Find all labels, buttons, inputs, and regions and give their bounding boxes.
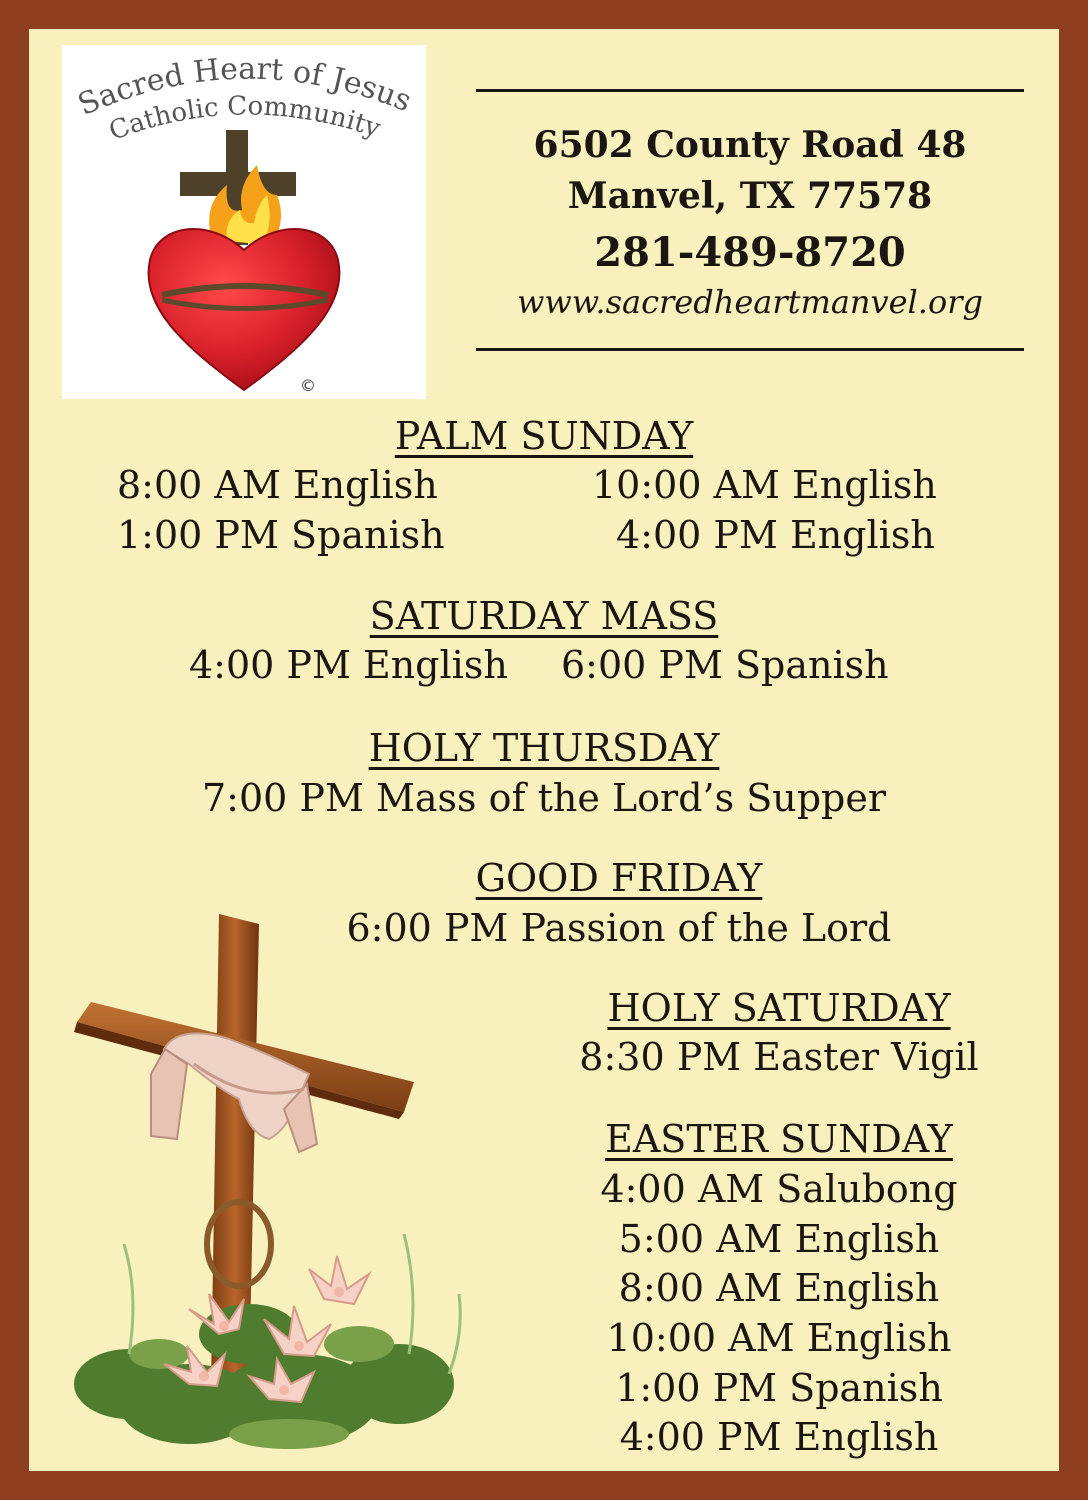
address-line1: 6502 County Road 48 — [533, 124, 967, 166]
divider-top — [476, 89, 1024, 92]
easter-sunday-time: 1:00 PM Spanish — [615, 1366, 943, 1410]
easter-sunday-heading: EASTER SUNDAY — [605, 1117, 953, 1161]
saturday-mass-heading: SATURDAY MASS — [369, 594, 719, 638]
holy-saturday-heading: HOLY SATURDAY — [607, 986, 951, 1030]
website-link[interactable]: www.sacredheartmanvel.org — [517, 283, 983, 321]
easter-sunday-time: 4:00 AM Salubong — [600, 1167, 958, 1211]
palm-sunday-time: 1:00 PM Spanish — [117, 513, 445, 557]
holy-thursday-heading: HOLY THURSDAY — [368, 726, 720, 770]
good-friday-heading: GOOD FRIDAY — [475, 856, 763, 900]
palm-sunday-time: 10:00 AM English — [592, 463, 937, 507]
saturday-mass-time: 6:00 PM Spanish — [561, 643, 889, 687]
easter-sunday-time: 8:00 AM English — [618, 1266, 940, 1310]
logo-copyright: © — [300, 376, 316, 395]
palm-sunday-time: 4:00 PM English — [616, 513, 935, 557]
easter-sunday-time: 5:00 AM English — [618, 1217, 940, 1261]
logo-line2: Catholic Community — [105, 91, 384, 147]
good-friday-time: 6:00 PM Passion of the Lord — [346, 906, 892, 950]
palm-sunday-time: 8:00 AM English — [117, 463, 438, 507]
divider-bottom — [476, 348, 1024, 351]
easter-sunday-time: 4:00 PM English — [619, 1415, 939, 1459]
address-line2: Manvel, TX 77578 — [567, 175, 933, 217]
holy-saturday-time: 8:30 PM Easter Vigil — [579, 1035, 979, 1079]
flyer — [29, 29, 1059, 1471]
parish-logo — [62, 45, 426, 399]
phone-number: 281-489-8720 — [594, 229, 906, 276]
sacred-heart-cross-icon — [62, 45, 426, 399]
logo-line1: Sacred Heart of Jesus — [73, 51, 417, 123]
easter-sunday-time: 10:00 AM English — [606, 1316, 952, 1360]
easter-cross-lilies-icon — [69, 914, 489, 1454]
holy-thursday-time: 7:00 PM Mass of the Lord’s Supper — [201, 776, 887, 820]
easter-cross-illustration — [69, 914, 489, 1458]
palm-sunday-heading: PALM SUNDAY — [394, 414, 694, 458]
saturday-mass-time: 4:00 PM English — [189, 643, 508, 687]
